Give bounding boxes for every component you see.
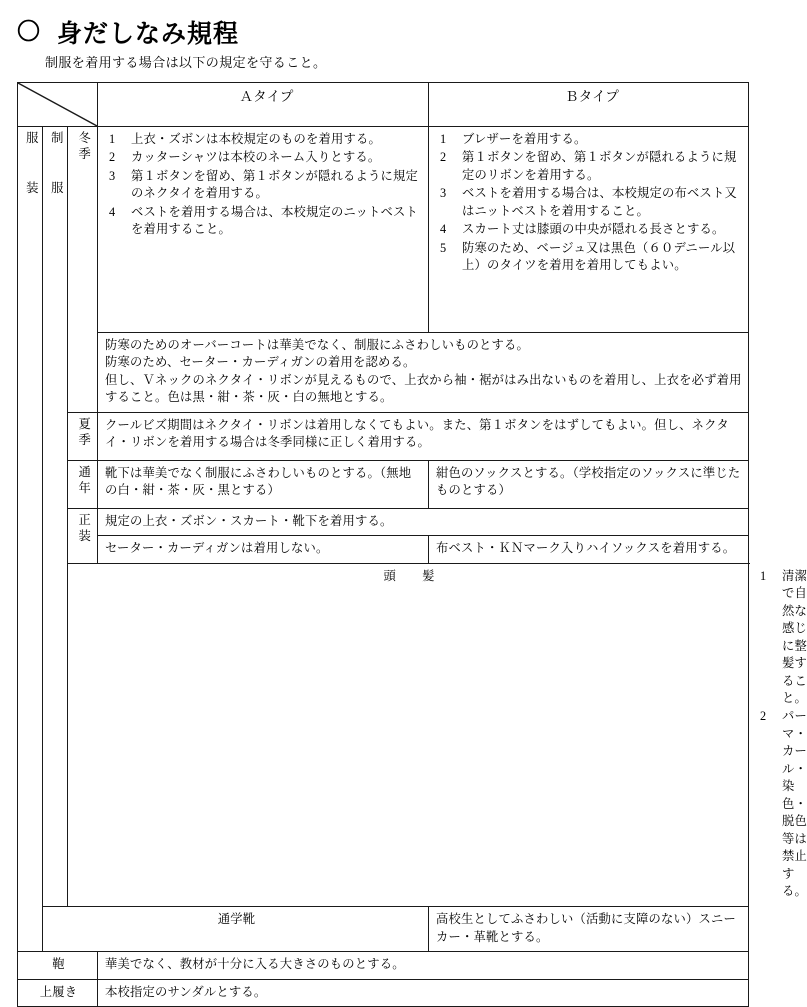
page-title-text: 身だしなみ規程	[57, 19, 240, 48]
winter-type-a-list	[105, 131, 423, 239]
bag-cell: 華美でなく、教材が十分に入る大きさのものとする。	[98, 952, 749, 979]
formal-row-2-type-b-cell: 布ベスト・ＫＮマーク入りハイソックスを着用する。	[429, 536, 749, 563]
list-item: 3 ベストを着用する場合は、本校規定の布ベスト又はニットベストを着用すること。	[440, 186, 737, 218]
yearround-type-a-cell: 靴下は華美でなく制服にふさわしいものとする。（無地の白・紺・茶・灰・黒とする）	[98, 460, 429, 508]
formal-row-1	[18, 508, 749, 535]
label-indoor-shoes: 上履き	[18, 979, 98, 1006]
list-item: 3 第１ボタンを留め、第１ボタンが隠れるように規定のネクタイを着用する。	[109, 168, 418, 201]
title-bullet-icon: 〇	[17, 18, 41, 45]
label-formal: 正装	[68, 508, 98, 563]
page-subtitle: 制服を着用する場合は以下の規定を守ること。	[45, 55, 327, 70]
school-shoes-row	[18, 907, 749, 952]
winter-type-row	[18, 127, 749, 333]
winter-type-a-cell	[98, 127, 429, 333]
label-school-shoes: 通学靴	[43, 907, 429, 952]
indoor-shoes-row	[18, 979, 749, 1006]
label-yearround: 通年	[68, 460, 98, 508]
label-clothing: 服装	[18, 127, 43, 952]
overcoat-cell	[98, 333, 749, 413]
yearround-type-b-cell: 紺色のソックスとする。（学校指定のソックスに準じたものとする）	[429, 460, 749, 508]
yearround-row	[18, 460, 749, 508]
label-summer: 夏季	[68, 412, 98, 460]
winter-type-b-list	[436, 131, 743, 275]
summer-row	[18, 412, 749, 460]
dress-code-table	[17, 82, 807, 1007]
label-uniform: 制服	[43, 127, 68, 907]
formal-row-2-type-a-cell: セーター・カーディガンは着用しない。	[98, 536, 429, 563]
list-item: 4 ベストを着用する場合は、本校規定のニットベストを着用すること。	[109, 204, 418, 237]
overcoat-line-3: 但し、Ｖネックのネクタイ・リボンが見えるもので、上衣から袖・裾がはみ出ないものを着用し、上衣を必ず着用すること。色は黒・紺・茶・灰・白の無地とする。	[105, 372, 742, 405]
overcoat-line-2: 防寒のため、セーター・カーディガンの着用を認める。	[105, 355, 416, 370]
header-type-b: Ｂタイプ	[429, 83, 749, 127]
hair-row: 頭 髪 1 清潔で自然な感じに整髪すること。 2 パーマ・カール・染色・脱色等は禁止する。	[18, 563, 749, 907]
overcoat-row	[18, 333, 749, 413]
list-item: 4 スカート丈は膝頭の中央が隠れる長さとする。	[440, 222, 725, 237]
bag-row	[18, 952, 749, 979]
diagonal-line-icon	[18, 83, 97, 126]
indoor-shoes-cell: 本校指定のサンダルとする。	[98, 979, 749, 1006]
header-type-a: Ａタイプ	[98, 83, 429, 127]
school-shoes-cell: 高校生としてふさわしい（活動に支障のない）スニーカー・革靴とする。	[429, 907, 749, 952]
overcoat-line-1: 防寒のためのオーバーコートは華美でなく、制服にふさわしいものとする。	[105, 338, 530, 352]
list-item: 2 第１ボタンを留め、第１ボタンが隠れるように規定のリボンを着用する。	[440, 150, 737, 182]
formal-row-1-cell: 規定の上衣・ズボン・スカート・靴下を着用する。	[98, 508, 749, 535]
label-winter: 冬季	[68, 127, 98, 413]
formal-row-2	[18, 536, 749, 563]
list-item: 1 ブレザーを着用する。	[440, 132, 587, 146]
label-bag: 鞄	[18, 952, 98, 979]
corner-diagonal-cell	[18, 83, 98, 127]
list-item: 2 カッターシャツは本校のネーム入りとする。	[109, 150, 381, 165]
list-item: 1 上衣・ズボンは本校規定のものを着用する。	[109, 132, 381, 146]
table-header-row	[18, 83, 749, 127]
list-item: 5 防寒のため、ベージュ又は黒色（６０デニール以上）のタイツを着用を着用してもよい。	[440, 240, 736, 273]
page-title	[17, 14, 239, 50]
summer-cell: クールビズ期間はネクタイ・リボンは着用しなくてもよい。また、第１ボタンをはずしてもよい。但し、ネクタイ・リボンを着用する場合は冬季同様に正しく着用する。	[98, 412, 749, 460]
winter-type-b-cell	[429, 127, 749, 333]
label-hair: 頭 髪	[68, 563, 749, 907]
